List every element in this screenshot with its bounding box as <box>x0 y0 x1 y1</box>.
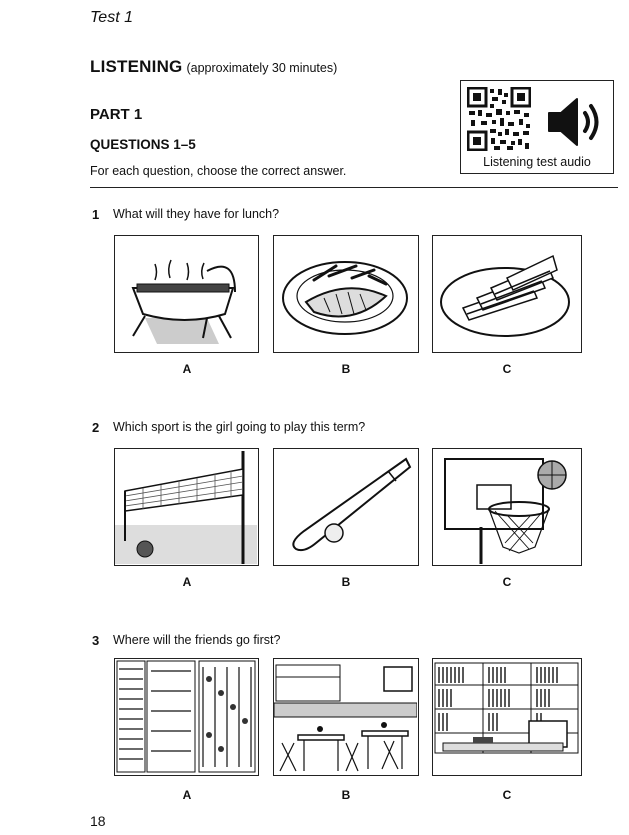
section-title: LISTENING <box>90 57 183 76</box>
test-label: Test 1 <box>90 9 133 26</box>
fish-and-chips-illustration <box>274 236 417 351</box>
library-illustration <box>433 659 580 774</box>
q2-option-b-label[interactable]: B <box>341 575 351 589</box>
q2-option-b-image[interactable] <box>273 448 419 566</box>
question-2-text: Which sport is the girl going to play this term? <box>113 420 366 434</box>
q3-option-a-image[interactable] <box>114 658 259 776</box>
q3-option-a-label[interactable]: A <box>182 788 192 802</box>
instruction-text: For each question, choose the correct answer. <box>90 164 347 178</box>
barbecue-grill-illustration <box>115 236 257 351</box>
q1-option-b-label[interactable]: B <box>341 362 351 376</box>
q1-option-b-image[interactable] <box>273 235 419 353</box>
questions-label: QUESTIONS 1–5 <box>90 137 196 152</box>
section-divider <box>90 187 618 188</box>
section-heading <box>90 57 337 77</box>
question-3-number: 3 <box>92 633 100 648</box>
q3-option-c-image[interactable] <box>432 658 582 776</box>
q1-option-c-image[interactable] <box>432 235 582 353</box>
question-3-text: Where will the friends go first? <box>113 633 281 647</box>
q2-option-c-image[interactable] <box>432 448 582 566</box>
qr-code-icon[interactable] <box>467 87 531 151</box>
audio-caption[interactable]: Listening test audio <box>483 155 591 169</box>
q1-option-c-label[interactable]: C <box>502 362 512 376</box>
q3-option-c-label[interactable]: C <box>502 788 512 802</box>
q1-option-a-label[interactable]: A <box>182 362 192 376</box>
q3-option-b-image[interactable] <box>273 658 419 776</box>
section-duration: (approximately 30 minutes) <box>186 61 338 75</box>
hockey-stick-illustration <box>274 449 417 564</box>
question-2-number: 2 <box>92 420 100 435</box>
q2-option-c-label[interactable]: C <box>502 575 512 589</box>
page-number: 18 <box>90 813 106 829</box>
question-1-number: 1 <box>92 207 100 222</box>
shoe-shop-illustration <box>115 659 257 774</box>
q2-option-a-label[interactable]: A <box>182 575 192 589</box>
part-title: PART 1 <box>90 106 143 123</box>
q3-option-b-label[interactable]: B <box>341 788 351 802</box>
volleyball-net-illustration <box>115 449 257 564</box>
q1-option-a-image[interactable] <box>114 235 259 353</box>
basketball-hoop-illustration <box>433 449 580 564</box>
sandwiches-illustration <box>433 236 580 351</box>
q2-option-a-image[interactable] <box>114 448 259 566</box>
cafe-illustration <box>274 659 417 774</box>
audio-link-box[interactable] <box>460 80 614 174</box>
question-1-text: What will they have for lunch? <box>113 207 280 221</box>
speaker-icon[interactable] <box>545 93 607 151</box>
